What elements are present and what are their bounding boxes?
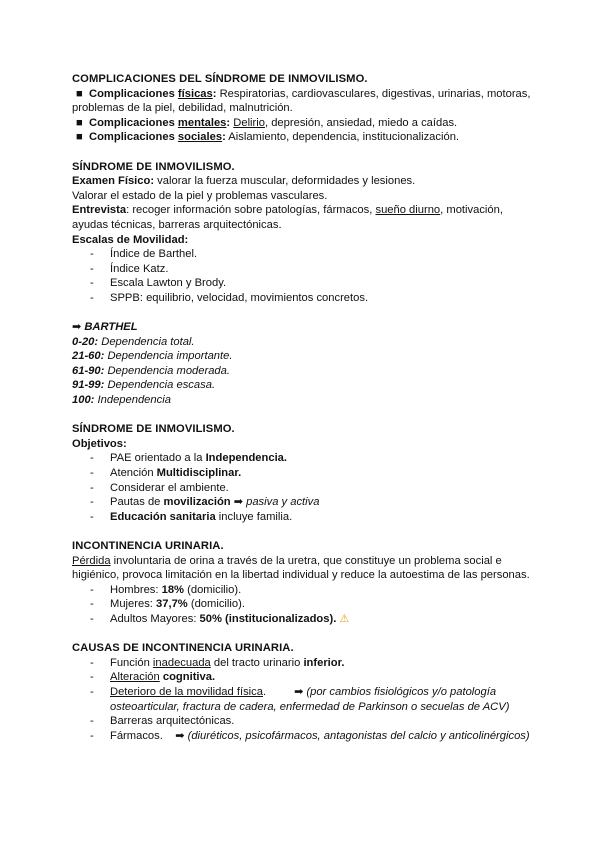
list-item-continuation: problemas de la piel, debilidad, malnutrición. bbox=[72, 102, 293, 115]
list-item: - Considerar el ambiente. bbox=[90, 481, 229, 494]
barthel-row: 91-99: Dependencia escasa. bbox=[72, 379, 216, 392]
entrevista-line: Entrevista: recoger información sobre patologías, fármacos, sueño diurno, motivación, bbox=[72, 204, 503, 217]
arrow-right-icon: ➡ bbox=[233, 496, 243, 509]
arrow-right-icon: ➡ bbox=[175, 729, 185, 742]
section-title-sindrome: SÍNDROME DE INMOVILISMO. bbox=[72, 160, 235, 173]
list-item: - Índice de Barthel. bbox=[90, 248, 198, 261]
list-item-continuation: osteoarticular, fractura de cadera, enfermedad de Parkinson o secuelas de ACV) bbox=[110, 700, 510, 713]
list-item: - Función inadecuada del tracto urinario inferior. bbox=[90, 656, 345, 669]
square-bullet-icon: ■ bbox=[76, 116, 83, 129]
list-item: ■ Complicaciones sociales: Aislamiento, dependencia, institucionalización. bbox=[76, 131, 460, 144]
list-item: - Escala Lawton y Brody. bbox=[90, 277, 227, 290]
section-title-sindrome-2: SÍNDROME DE INMOVILISMO. bbox=[72, 423, 235, 436]
section-title-incontinencia: INCONTINENCIA URINARIA. bbox=[72, 540, 224, 552]
arrow-right-icon: ➡ bbox=[294, 685, 304, 698]
escalas-label: Escalas de Movilidad: bbox=[72, 233, 189, 246]
document-page bbox=[72, 72, 542, 743]
list-item: - PAE orientado a la Independencia. bbox=[90, 452, 288, 465]
list-item: - Índice Katz. bbox=[90, 262, 169, 275]
warning-icon: ⚠ bbox=[339, 612, 350, 625]
square-bullet-icon: ■ bbox=[76, 131, 83, 144]
list-item: - Fármacos. ➡ (diuréticos, psicofármacos, antagonistas del calcio y anticolinérgicos) bbox=[90, 729, 530, 742]
list-item: - Educación sanitaria incluye familia. bbox=[90, 510, 293, 523]
list-item: - Deterioro de la movilidad física. ➡ (por cambios fisiológicos y/o patología bbox=[90, 685, 497, 698]
paragraph-line: Pérdida involuntaria de orina a través de la uretra, que constituye un problema social e bbox=[72, 554, 502, 567]
list-item: ■ Complicaciones físicas: Respiratorias, cardiovasculares, digestivas, urinarias, motoras, bbox=[76, 87, 531, 100]
barthel-row: 100: Independencia bbox=[72, 394, 171, 407]
list-item: - SPPB: equilibrio, velocidad, movimientos concretos. bbox=[90, 291, 369, 304]
barthel-row: 0-20: Dependencia total. bbox=[72, 335, 195, 348]
paragraph-line-2: higiénico, provoca limitación en la libertad individual y reduce la autoestima de las personas. bbox=[72, 569, 530, 582]
list-item: - Pautas de movilización ➡ pasiva y activa bbox=[90, 496, 320, 509]
exam-line-2: Valorar el estado de la piel y problemas vasculares. bbox=[72, 189, 328, 202]
list-item: - Mujeres: 37,7% (domicilio). bbox=[90, 598, 245, 611]
entrevista-line-2: ayudas técnicas, barreras arquitectónicas. bbox=[72, 218, 282, 231]
list-item: - Atención Multidisciplinar. bbox=[90, 467, 242, 480]
list-item: - Adultos Mayores: 50% (institucionalizados). ⚠ bbox=[90, 612, 350, 625]
section-title-complicaciones: COMPLICACIONES DEL SÍNDROME DE INMOVILISMO. bbox=[72, 73, 368, 85]
section-title-causas: CAUSAS DE INCONTINENCIA URINARIA. bbox=[72, 642, 294, 655]
barthel-title: ➡ BARTHEL bbox=[72, 321, 138, 334]
exam-line: Examen Físico: valorar la fuerza muscular, deformidades y lesiones. bbox=[72, 175, 416, 188]
arrow-right-icon: ➡ bbox=[72, 321, 82, 334]
barthel-row: 21-60: Dependencia importante. bbox=[72, 350, 233, 363]
square-bullet-icon: ■ bbox=[76, 87, 83, 100]
list-item: - Hombres: 18% (domicilio). bbox=[90, 583, 242, 596]
barthel-row: 61-90: Dependencia moderada. bbox=[72, 364, 230, 377]
list-item: - Barreras arquitectónicas. bbox=[90, 715, 235, 728]
list-item: ■ Complicaciones mentales: Delirio, depresión, ansiedad, miedo a caídas. bbox=[76, 116, 458, 129]
objetivos-label: Objetivos: bbox=[72, 437, 127, 450]
list-item: - Alteración cognitiva. bbox=[90, 671, 216, 684]
